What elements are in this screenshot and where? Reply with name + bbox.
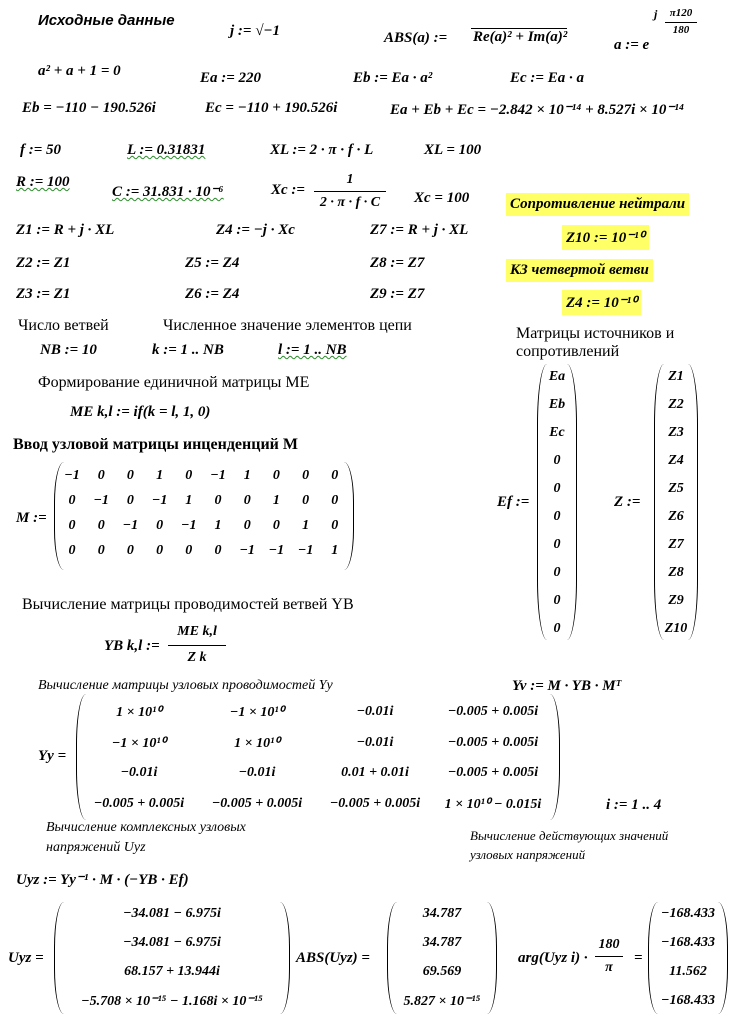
z-vector-cell: Z5: [668, 481, 684, 496]
m-matrix-cell: 0: [68, 493, 76, 508]
yy-matrix-cell: −0.005 + 0.005i: [447, 704, 539, 719]
m-matrix-cell: 1: [214, 518, 222, 533]
xc-definition-lhs: Xc :=: [271, 182, 305, 198]
m-matrix-cell: 1: [156, 468, 164, 483]
yy-matrix-cell: −0.005 + 0.005i: [447, 734, 539, 750]
z-vector-cell: Z6: [668, 509, 684, 524]
yv-definition: Yv := M · YB · Mᵀ: [512, 678, 621, 694]
a-exp-den: 180: [672, 24, 690, 36]
m-matrix-cell: 0: [185, 543, 193, 558]
ec-value: Ec = −110 + 190.526i: [205, 100, 338, 116]
me-label: Формирование единичной матрицы ME: [38, 374, 310, 391]
m-matrix-cell: 1: [243, 468, 251, 483]
yb-fraction-line: [168, 645, 226, 646]
f-definition: f := 50: [20, 142, 62, 158]
abs-uyz-lhs: ABS(Uyz) =: [296, 950, 370, 966]
m-matrix-cell: −1: [210, 468, 226, 483]
m-matrix-cell: 0: [214, 493, 222, 508]
me-definition: ME k,l := if(k = l, 1, 0): [70, 404, 211, 420]
arg-uyz-vector-cell: −168.433: [661, 906, 715, 921]
ea-definition: Ea := 220: [200, 70, 262, 86]
arg-equals: =: [634, 950, 643, 966]
m-matrix-cell: 0: [126, 493, 134, 508]
yy-matrix-cell: −0.01i: [238, 765, 276, 780]
m-matrix-cell: −1: [151, 493, 168, 508]
z9-definition: Z9 := Z7: [370, 286, 425, 302]
arg-uyz-lhs: arg(Uyz i) ·: [518, 950, 588, 966]
ef-vector-cell: 0: [553, 593, 561, 608]
yb-definition-lhs: YB k,l :=: [104, 638, 160, 654]
m-matrix-cell: −1: [93, 493, 109, 508]
uyz-vector-cell: 68.157 + 13.944i: [124, 964, 220, 979]
abs-uyz-vector-cell: 69.569: [422, 964, 462, 979]
ef-vector-cell: Ea: [548, 369, 566, 384]
m-matrix-cell: 0: [68, 543, 76, 558]
m-matrix-cell: 0: [97, 543, 105, 558]
z8-definition: Z8 := Z7: [370, 255, 425, 271]
eb-definition: Eb := Ea · a²: [353, 70, 433, 86]
m-matrix-cell: 0: [272, 468, 280, 483]
arg-uyz-vector-cell: 11.562: [669, 964, 707, 979]
equation-a: a² + a + 1 = 0: [38, 63, 121, 79]
yy-matrix-cell: 1 × 10¹⁰ − 0.015i: [444, 796, 542, 812]
ef-vector-cell: 0: [553, 537, 561, 552]
z-vector-cell: Z10: [664, 621, 688, 636]
z4-short-circuit: Z4 := 10⁻¹⁰: [562, 290, 641, 315]
m-matrix-cell: 0: [243, 493, 251, 508]
arg-uyz-vector-cell: −168.433: [661, 993, 715, 1008]
r-definition: R := 100: [16, 174, 70, 190]
m-matrix-cell: 0: [214, 543, 222, 558]
z7-definition: Z7 := R + j · XL: [370, 222, 469, 238]
k-range: k := 1 .. NB: [152, 342, 224, 358]
arg-uyz-vector-cell: −168.433: [661, 935, 715, 950]
z-vector-cell: Z7: [668, 537, 684, 552]
yy-matrix-cell: −0.01i: [120, 765, 158, 780]
m-matrix-cell: 0: [185, 468, 193, 483]
yy-matrix-cell: −1 × 10¹⁰: [229, 705, 285, 720]
ef-vector-cell: Ec: [549, 425, 565, 440]
yb-denominator: Z k: [187, 650, 207, 665]
z-vector-cell: Z3: [668, 425, 684, 440]
yy-matrix-cell: −1 × 10¹⁰: [111, 735, 167, 751]
m-matrix-cell: 0: [126, 468, 134, 483]
z6-definition: Z6 := Z4: [185, 286, 240, 302]
yy-matrix-cell: 1 × 10¹⁰: [234, 735, 280, 751]
branch-count-label: Число ветвей: [18, 317, 109, 334]
a-exp-num: π120: [669, 7, 693, 19]
ef-vector-cell: 0: [553, 453, 561, 468]
z1-definition: Z1 := R + j · XL: [16, 222, 115, 238]
uyz-vector-cell: −5.708 × 10⁻¹⁵ − 1.168i × 10⁻¹⁵: [81, 994, 263, 1009]
l-definition: L := 0.31831: [127, 142, 206, 158]
yb-label: Вычисление матрицы проводимостей ветвей YB: [22, 596, 354, 613]
l-range: l := 1 .. NB: [278, 342, 347, 358]
abs-uyz-vector-cell: 5.827 × 10⁻¹⁵: [403, 994, 481, 1009]
c-definition: C := 31.831 · 10⁻⁶: [112, 184, 224, 200]
a-exp-j: j: [654, 7, 658, 21]
uyz-definition: Uyz := Yy⁻¹ · M · (−YB · Ef): [16, 872, 189, 888]
m-matrix-cell: −1: [268, 543, 285, 558]
m-matrix-cell: 1: [272, 493, 280, 508]
yy-matrix-cell: −0.01i: [356, 704, 394, 719]
ec-definition: Ec := Ea · a: [510, 70, 584, 86]
effective-values-label-line1: Вычисление действующих значений: [470, 828, 669, 843]
abs-uyz-vector-cell: 34.787: [422, 935, 462, 950]
yy-matrix-cell: 0.01 + 0.01i: [341, 765, 409, 780]
m-matrix-cell: 1: [302, 518, 310, 533]
yb-numerator: ME k,l: [177, 624, 217, 639]
ef-vector-cell: 0: [553, 621, 561, 636]
m-matrix-cell: −1: [181, 518, 197, 533]
z-vector-cell: Z2: [668, 397, 684, 412]
j-definition: j := √−1: [230, 23, 281, 39]
a-definition: a := e: [614, 37, 650, 53]
m-matrix-cell: 0: [331, 468, 339, 483]
short-circuit-label: КЗ четвертой ветви: [506, 259, 653, 282]
m-matrix-cell: 0: [68, 518, 76, 533]
arg-denominator: π: [605, 960, 613, 975]
i-range: i := 1 .. 4: [606, 797, 662, 813]
z4-definition: Z4 := −j · Xc: [216, 222, 295, 238]
nb-definition: NB := 10: [40, 342, 97, 358]
m-matrix-cell: 0: [97, 468, 105, 483]
ef-vector-cell: 0: [553, 565, 561, 580]
phase-sum-value: Ea + Eb + Ec = −2.842 × 10⁻¹⁴ + 8.527i × 10⁻¹⁴: [390, 102, 684, 118]
z-vector-cell: Z9: [668, 593, 684, 608]
eb-value: Eb = −110 − 190.526i: [22, 100, 156, 116]
sources-matrices-label: Матрицы источников и сопротивлений: [516, 325, 675, 360]
xl-value: XL = 100: [424, 142, 482, 158]
m-matrix-cell: 0: [331, 518, 339, 533]
uyz-label-line1: Вычисление комплексных узловых: [46, 820, 246, 835]
xl-definition: XL := 2 · π · f · L: [270, 142, 374, 158]
yy-matrix-cell: −0.005 + 0.005i: [329, 795, 421, 811]
effective-values-label-line2: узловых напряжений: [470, 847, 586, 862]
xc-denominator: 2 · π · f · C: [319, 195, 381, 210]
m-matrix-cell: 0: [156, 543, 164, 558]
uyz-label-line2: напряжений Uyz: [46, 840, 146, 855]
yy-matrix-cell: −0.005 + 0.005i: [447, 765, 539, 780]
ef-vector-cell: Eb: [548, 397, 566, 412]
xc-value: Xc = 100: [414, 190, 470, 206]
uyz-vector-cell: −34.081 − 6.975i: [123, 935, 221, 950]
z-vector-lhs: Z :=: [614, 494, 641, 510]
ef-vector-cell: 0: [553, 481, 561, 496]
z10-definition: Z10 := 10⁻¹⁰: [562, 225, 649, 250]
m-matrix-cell: 0: [243, 518, 251, 533]
arg-fraction-line: [595, 956, 623, 957]
m-matrix-cell: 0: [331, 493, 339, 508]
yy-matrix-cell: 1 × 10¹⁰: [116, 705, 162, 720]
uyz-vector-cell: −34.081 − 6.975i: [123, 906, 221, 921]
neutral-resistance-label: Сопротивление нейтрали: [506, 193, 689, 216]
m-matrix-cell: −1: [122, 518, 139, 533]
yy-matrix-cell: −0.005 + 0.005i: [211, 795, 303, 811]
numeric-values-label: Численное значение элементов цепи: [163, 317, 412, 334]
m-matrix-cell: 1: [185, 493, 193, 508]
m-matrix-cell: 0: [156, 518, 164, 533]
yy-matrix-cell: −0.01i: [356, 734, 394, 750]
m-matrix-cell: 0: [272, 518, 280, 533]
m-matrix-cell: −1: [297, 543, 314, 558]
m-matrix-lhs: M :=: [16, 510, 47, 526]
z-vector-cell: Z1: [668, 369, 684, 384]
m-matrix-cell: 0: [97, 518, 105, 533]
m-matrix-cell: 0: [302, 493, 310, 508]
z-vector-cell: Z4: [668, 453, 684, 468]
uyz-result-lhs: Uyz =: [8, 950, 44, 966]
m-matrix-cell: 0: [302, 468, 310, 483]
a-exp-fraction-line: [665, 22, 697, 23]
z3-definition: Z3 := Z1: [16, 286, 71, 302]
m-matrix-cell: −1: [64, 468, 80, 483]
abs-definition-lhs: ABS(a) :=: [384, 30, 448, 46]
yy-matrix-cell: −0.005 + 0.005i: [93, 795, 185, 811]
abs-uyz-vector-cell: 34.787: [422, 906, 462, 921]
ef-vector-lhs: Ef :=: [497, 494, 530, 510]
z5-definition: Z5 := Z4: [185, 255, 240, 271]
m-matrix-cell: 0: [126, 543, 134, 558]
yy-label: Вычисление матрицы узловых проводимостей Yy: [38, 678, 333, 693]
arg-numerator: 180: [598, 937, 620, 952]
yy-matrix-lhs: Yy =: [38, 748, 67, 764]
ef-vector-cell: 0: [553, 509, 561, 524]
m-matrix-label: Ввод узловой матрицы инценденций M: [13, 436, 298, 453]
xc-fraction-line: [314, 191, 386, 192]
m-matrix-cell: −1: [239, 543, 255, 558]
z2-definition: Z2 := Z1: [16, 255, 71, 271]
xc-numerator: 1: [346, 172, 354, 187]
page-title: Исходные данные: [38, 12, 175, 29]
m-matrix-cell: 1: [331, 543, 339, 558]
abs-definition-rhs: Re(a)² + Im(a)²: [473, 29, 568, 45]
z-vector-cell: Z8: [668, 565, 684, 580]
